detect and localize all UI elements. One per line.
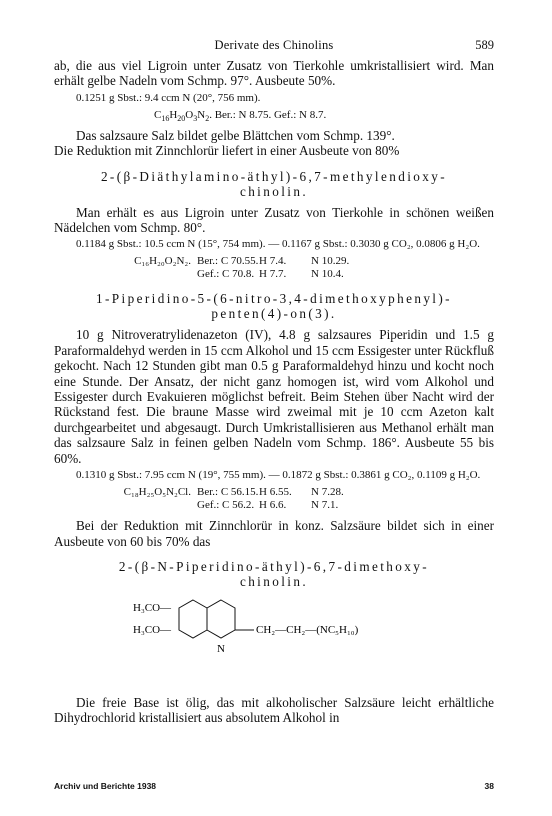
running-header xyxy=(54,38,494,58)
analysis-formula: $C_{16}H_{20}O_3N_2$. Ber.: N 8.75. Gef.: N 8.7. xyxy=(154,108,327,123)
section-heading: 1-Piperidino-5-(6-nitro-3,4-dimethoxyphenyl)- penten(4)-on(3). xyxy=(96,291,452,322)
analysis-table: C₁₈H₂₅O₅N₂Cl. Ber.: C 56.15. H 6.55. N 7.28. Gef.: C 56.2. H 6.6. N 7.1. xyxy=(123,486,344,512)
substituent-1: H₃CO— xyxy=(133,601,172,614)
analysis-line: 0.1310 g Sbst.: 7.95 ccm N (19°, 755 mm). — 0.1872 g Sbst.: 0.3861 g CO₂, 0.1109 g H₂O. xyxy=(76,469,481,482)
ring-nitrogen: N xyxy=(217,642,225,655)
page xyxy=(54,38,494,726)
section-heading: 2-(β-N-Piperidino-äthyl)-6,7-dimethoxy- chinolin. xyxy=(118,558,430,589)
paragraph: Man erhält es aus Ligroin unter Zusatz von Tierkohle in schönen weißen Nädelchen vom Schmp. 80°. xyxy=(54,204,494,236)
paragraph: Die Reduktion mit Zinnchlorür liefert in einer Ausbeute von 80% xyxy=(54,143,400,159)
analysis-line: 0.1184 g Sbst.: 10.5 ccm N (15°, 754 mm). — 0.1167 g Sbst.: 0.3030 g CO₂, 0.0806 g H₂O. xyxy=(76,238,480,251)
substituent-2: H₃CO— xyxy=(133,623,172,636)
running-title: Derivate des Chinolins xyxy=(214,38,334,52)
section-heading: 2-(β-Diäthylamino-äthyl)-6,7-methylendioxy- chinolin. xyxy=(100,168,448,199)
footer xyxy=(54,781,494,791)
paragraph: Die freie Base ist ölig, das mit alkoholischer Salzsäure leicht erhältliche Dihydrochlorid kristallisiert aus absolutem Alkohol in xyxy=(54,694,494,726)
footer-journal: Archiv und Berichte 1938 xyxy=(54,781,157,791)
quinoline-structure xyxy=(54,595,494,683)
paragraph: 10 g Nitroveratrylidenazeton (IV), 4.8 g salzsaures Piperidin und 1.5 g Paraformaldehyd werden in 15 ccm Alkohol und 15 ccm Essigester unter Rückfluß gekocht. Nach 12 Stunden gibt man 0.5 g Paraformaldehyd hinzu und kocht noch eine Stunde. Der Ansatz, der nicht ganz homogen ist, wird vom Alkohol und Essigester durch Evakuieren möglichst befreit. Beim Stehen über Nacht wird der Rückstand fest. Die braune Masse wird zweimal mit je 10 ccm Azeton kalt durchgearbeitet und abgesaugt. Durch Umkristallisieren aus Methanol erhält man das salzsaure Salz in feinen gelben Nadeln vom Schmp. 186°. Ausbeute 55 bis 60%. xyxy=(54,327,494,466)
signature-number: 38 xyxy=(484,781,494,791)
paragraph: Das salzsaure Salz bildet gelbe Blättchen vom Schmp. 139°. xyxy=(76,127,395,143)
structural-formula xyxy=(54,595,494,683)
side-chain: CH₂—CH₂—(NC₅H₁₀) xyxy=(256,623,359,636)
paragraph: ab, die aus viel Ligroin unter Zusatz von Tierkohle umkristallisiert wird. Man erhält gelbe Nadeln vom Schmp. 97°. Ausbeute 50%. xyxy=(54,58,494,89)
analysis-table: C₁₆H₂₀O₂N₂. Ber.: C 70.55. H 7.4. N 10.29. Gef.: C 70.8. H 7.7. N 10.4. xyxy=(134,255,350,281)
analysis-line: 0.1251 g Sbst.: 9.4 ccm N (20°, 756 mm). xyxy=(76,91,261,104)
page-number: 589 xyxy=(475,38,494,52)
paragraph: Bei der Reduktion mit Zinnchlorür in konz. Salzsäure bildet sich in einer Ausbeute von 60 bis 70% das xyxy=(54,518,494,549)
